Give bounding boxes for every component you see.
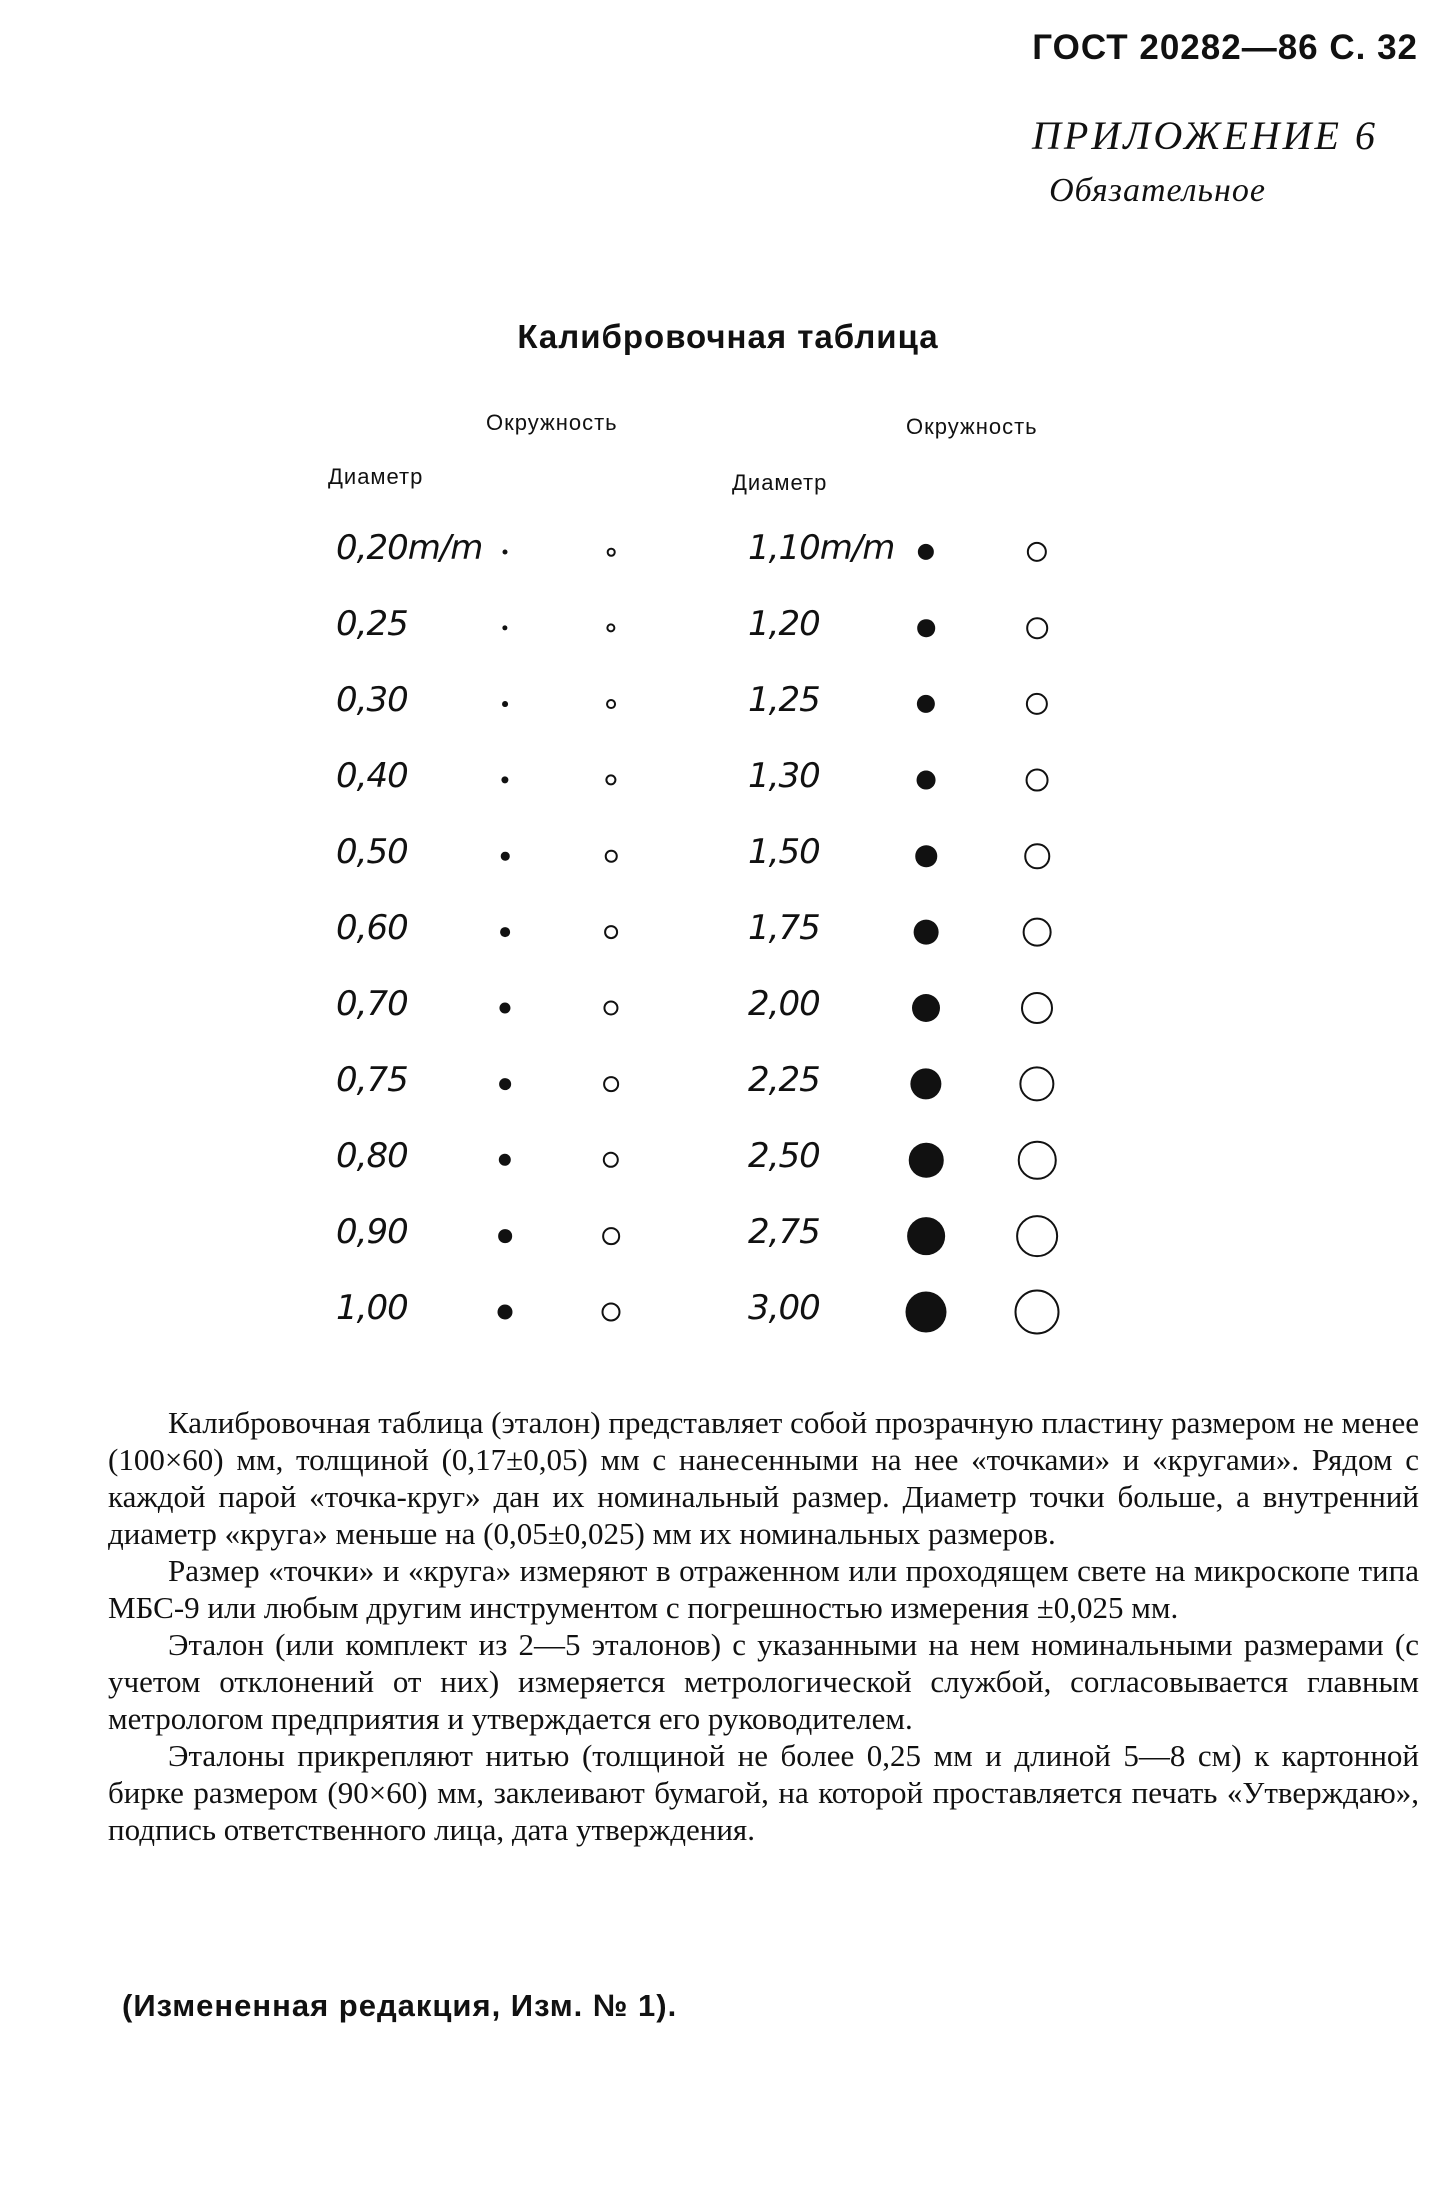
right-diameter-label: 1,10m/m	[748, 528, 895, 568]
appendix-title: ПРИЛОЖЕНИЕ 6	[1032, 113, 1378, 158]
right-circle-mark	[1016, 1215, 1058, 1257]
left-dot-mark	[498, 1305, 513, 1320]
right-diameter-label: 1,25	[748, 680, 820, 720]
right-diameter-label: 3,00	[748, 1288, 820, 1328]
left-circle-mark	[604, 925, 618, 939]
right-dot-mark	[915, 845, 937, 867]
left-circle-header: Окружность	[486, 410, 618, 435]
right-diameter-label: 1,50	[748, 832, 820, 872]
left-diameter-label: 0,90	[336, 1212, 408, 1252]
right-dot-mark	[917, 695, 935, 713]
right-circle-mark	[1026, 693, 1048, 715]
left-dot-mark	[501, 852, 510, 861]
left-circle-mark	[606, 699, 616, 709]
left-diameter-label: 0,20m/m	[336, 528, 483, 568]
left-dot-mark	[499, 1154, 511, 1166]
left-diameter-header: Диаметр	[328, 464, 424, 489]
left-diameter-label: 0,30	[336, 680, 408, 720]
right-dot-mark	[917, 771, 936, 790]
right-circle-mark	[1026, 617, 1048, 639]
left-diameter-label: 0,50	[336, 832, 408, 872]
left-dot-mark	[502, 625, 507, 630]
right-circle-mark	[1019, 1066, 1054, 1101]
right-circle-mark	[1021, 992, 1053, 1024]
right-diameter-header: Диаметр	[732, 470, 828, 495]
left-diameter-label: 0,75	[336, 1060, 408, 1100]
right-diameter-label: 2,25	[748, 1060, 820, 1100]
right-diameter-label: 1,20	[748, 604, 820, 644]
left-dot-mark	[498, 1229, 512, 1243]
left-diameter-label: 0,25	[336, 604, 408, 644]
paragraph: Калибровочная таблица (эталон) представляет собой прозрачную пластину размером не менее (100×60) мм, толщиной (0,17±0,05) мм с нанесенными на нее «точками» и «кругами». Рядом с каждой парой «точка-круг» дан их номинальный размер. Диаметр точки больше, а внутренний диаметр «круга» меньше на (0,05±0,025) мм их номинальных размеров.	[108, 1405, 1419, 1551]
left-circle-mark	[605, 850, 618, 863]
amendment-note: (Измененная редакция, Изм. № 1).	[122, 1988, 678, 2023]
right-circle-header: Окружность	[906, 414, 1038, 439]
right-diameter-label: 2,00	[748, 984, 820, 1024]
right-dot-mark	[906, 1292, 947, 1333]
body-text	[108, 1404, 1419, 1848]
right-circle-mark	[1026, 769, 1049, 792]
table-title: Калибровочная таблица	[517, 318, 939, 355]
left-circle-mark	[607, 548, 616, 557]
right-dot-mark	[917, 619, 935, 637]
paragraph: Размер «точки» и «круга» измеряют в отраженном или проходящем свете на микроскопе типа МБС-9 или любым другим инструментом с погрешностью измерения ±0,025 мм.	[108, 1553, 1419, 1625]
paragraph: Эталоны прикрепляют нитью (толщиной не более 0,25 мм и длиной 5—8 см) к картонной бирке размером (90×60) мм, заклеивают бумагой, на которой проставляется печать «Утверждаю», подпись ответственного лица, дата утверждения.	[108, 1738, 1419, 1847]
left-circle-mark	[606, 623, 615, 632]
right-dot-mark	[910, 1068, 941, 1099]
paragraph: Эталон (или комплект из 2—5 эталонов) с указанными на нем номинальными размерами (с учетом отклонений от них) измеряется метрологической службой, согласовывается главным метрологом предприятия и утверждается его руководителем.	[108, 1627, 1419, 1736]
left-circle-mark	[602, 1227, 620, 1245]
right-diameter-label: 2,75	[748, 1212, 820, 1252]
right-dot-mark	[907, 1217, 945, 1255]
left-dot-mark	[502, 701, 508, 707]
right-circle-mark	[1018, 1141, 1057, 1180]
right-dot-mark	[918, 544, 934, 560]
left-diameter-label: 0,60	[336, 908, 408, 948]
appendix-status: Обязательное	[1049, 172, 1266, 209]
left-circle-mark	[603, 1076, 619, 1092]
left-dot-mark	[499, 1078, 511, 1090]
right-diameter-label: 1,30	[748, 756, 820, 796]
left-circle-mark	[605, 774, 616, 785]
right-circle-mark	[1023, 918, 1052, 947]
left-diameter-label: 1,00	[336, 1288, 408, 1328]
right-diameter-label: 2,50	[748, 1136, 820, 1176]
left-dot-mark	[501, 776, 508, 783]
left-diameter-label: 0,40	[336, 756, 408, 796]
right-circle-mark	[1015, 1290, 1060, 1335]
right-diameter-label: 1,75	[748, 908, 820, 948]
standard-reference: ГОСТ 20282—86 С. 32	[1032, 28, 1418, 67]
left-circle-mark	[602, 1303, 621, 1322]
right-dot-mark	[914, 920, 939, 945]
left-dot-mark	[499, 1002, 510, 1013]
right-circle-mark	[1024, 843, 1050, 869]
left-diameter-label: 0,70	[336, 984, 408, 1024]
right-circle-mark	[1027, 542, 1047, 562]
right-dot-mark	[912, 994, 940, 1022]
right-dot-mark	[909, 1143, 944, 1178]
left-dot-mark	[500, 927, 510, 937]
left-circle-mark	[603, 1000, 618, 1015]
left-diameter-label: 0,80	[336, 1136, 408, 1176]
left-dot-mark	[503, 550, 508, 555]
left-circle-mark	[603, 1152, 619, 1168]
